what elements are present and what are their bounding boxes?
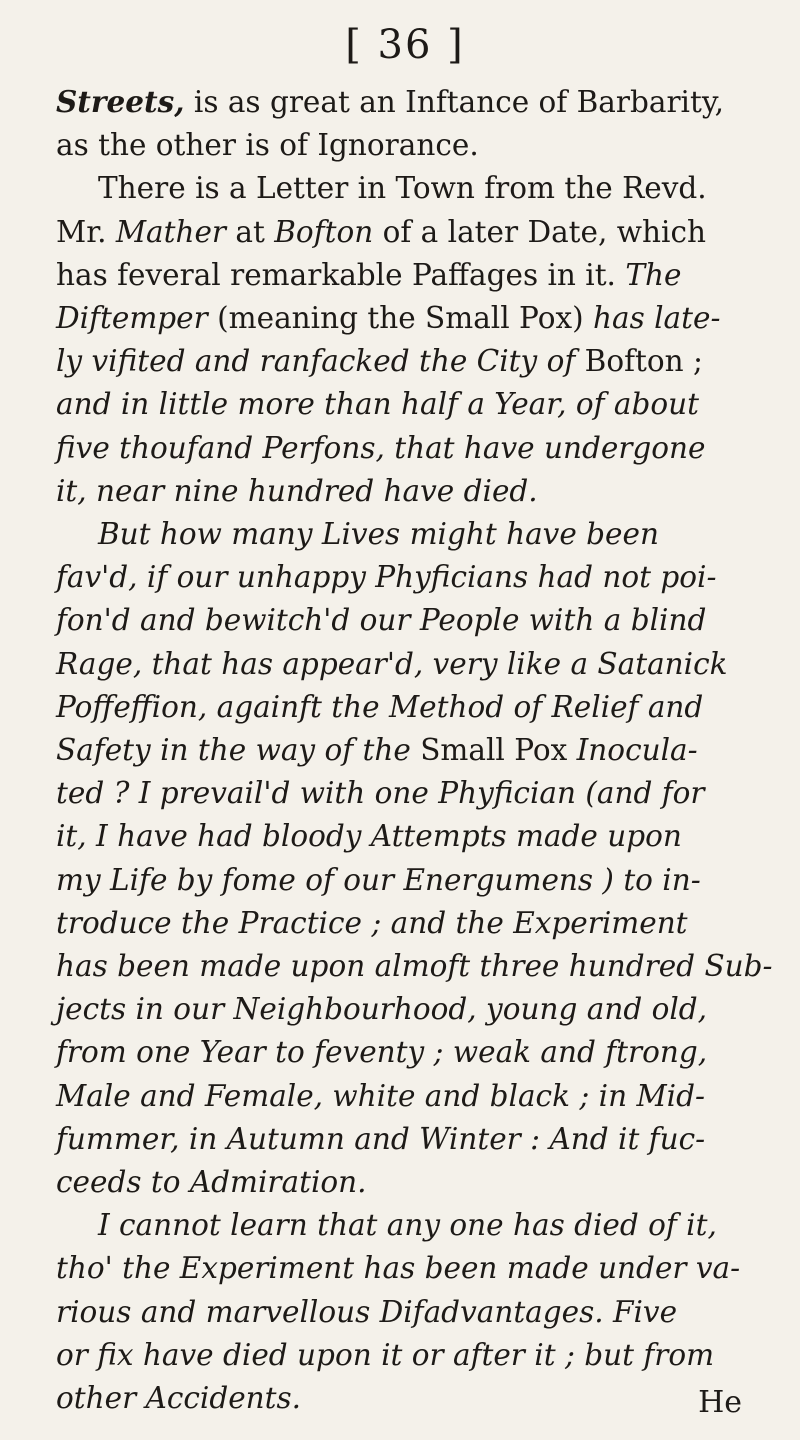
catchword: He bbox=[698, 1385, 742, 1420]
text-line bbox=[56, 859, 754, 902]
text-segment: tho' the Experiment has been made under va- bbox=[56, 1251, 741, 1286]
text-segment: (meaning the Small Pox) bbox=[207, 301, 593, 336]
text-segment: ted ? I prevail'd with one Phyfician (and for bbox=[56, 776, 705, 811]
text-line bbox=[56, 599, 754, 642]
text-segment: fav'd, if our unhappy Phyficians had not poi- bbox=[56, 560, 717, 595]
text-line bbox=[56, 772, 754, 815]
text-line bbox=[56, 513, 754, 556]
text-segment: it, I have had bloody Attempts made upon bbox=[56, 819, 682, 854]
text-segment: rious and marvellous Difadvantages. Five bbox=[56, 1294, 678, 1329]
text-line bbox=[56, 383, 754, 426]
text-line bbox=[56, 729, 754, 772]
text-segment: it, near nine hundred have died. bbox=[56, 473, 538, 508]
text-line bbox=[56, 1161, 754, 1204]
text-line bbox=[56, 1031, 754, 1074]
text-line bbox=[56, 1247, 754, 1290]
text-segment: But how many Lives might have been bbox=[98, 517, 659, 552]
text-segment: jects in our Neighbourhood, young and old, bbox=[56, 992, 708, 1027]
text-segment: Safety in the way of the bbox=[56, 733, 421, 768]
text-segment: from one Year to feventy ; weak and ftrong, bbox=[56, 1035, 708, 1070]
text-line bbox=[56, 427, 754, 470]
text-segment: Inocula- bbox=[576, 733, 698, 768]
text-segment: Small Pox bbox=[420, 733, 577, 768]
text-line bbox=[56, 1075, 754, 1118]
text-segment: Bofton ; bbox=[584, 344, 703, 379]
text-segment: or fix have died upon it or after it ; but from bbox=[56, 1337, 715, 1372]
text-line bbox=[56, 1291, 754, 1334]
text-segment: of a later Date, which bbox=[373, 214, 706, 249]
text-segment: has late- bbox=[593, 301, 721, 336]
text-line bbox=[56, 686, 754, 729]
text-segment: five thoufand Perfons, that have undergone bbox=[56, 430, 706, 465]
text-segment: The bbox=[625, 257, 682, 292]
text-segment: I cannot learn that any one has died of it, bbox=[98, 1208, 717, 1243]
text-segment: as the other is of Ignorance. bbox=[56, 128, 479, 163]
text-segment: Mather bbox=[115, 214, 227, 249]
text-line bbox=[56, 945, 773, 988]
text-line bbox=[56, 1118, 754, 1161]
text-line bbox=[56, 902, 754, 945]
text-line bbox=[56, 211, 754, 254]
text-segment: troduce the Practice ; and the Experiment bbox=[56, 905, 688, 940]
text-segment: Poffeffion, againft the Method of Relief and bbox=[56, 689, 704, 724]
text-segment: Mr. bbox=[56, 214, 116, 249]
text-segment: at bbox=[226, 214, 275, 249]
text-segment: ceeds to Admiration. bbox=[56, 1165, 367, 1200]
text-segment: is as great an Inftance of Barbarity, bbox=[184, 85, 724, 119]
text-segment: There is a Letter in Town from the Revd. bbox=[98, 171, 707, 206]
text-segment: ly vifited and ranfacked the City of bbox=[56, 344, 585, 379]
text-segment: has been made upon almoft three hundred Sub- bbox=[56, 949, 773, 984]
text-line bbox=[56, 167, 754, 210]
text-line bbox=[56, 988, 754, 1031]
body-text bbox=[56, 80, 773, 1420]
text-segment: Diftemper bbox=[56, 301, 208, 336]
text-segment: fummer, in Autumn and Winter : And it fuc- bbox=[56, 1121, 706, 1156]
text-segment: my Life by fome of our Energumens ) to in- bbox=[56, 862, 701, 897]
text-line bbox=[56, 815, 754, 858]
text-line bbox=[56, 254, 754, 297]
text-segment: other Accidents. bbox=[56, 1381, 302, 1416]
text-line bbox=[56, 340, 754, 383]
text-segment: has feveral remarkable Paffages in it. bbox=[56, 257, 626, 292]
text-line bbox=[56, 643, 754, 686]
text-segment: Rage, that has appear'd, very like a Satanick bbox=[56, 646, 728, 681]
text-line bbox=[56, 297, 754, 340]
text-segment: and in little more than half a Year, of about bbox=[56, 387, 699, 422]
text-segment: Male and Female, white and black ; in Mid- bbox=[56, 1078, 705, 1113]
text-line bbox=[56, 470, 754, 513]
text-segment: Streets, bbox=[56, 84, 185, 119]
text-line bbox=[56, 1334, 754, 1377]
text-segment: Bofton bbox=[274, 214, 374, 249]
text-line bbox=[56, 124, 754, 167]
page-number: [ 36 ] bbox=[345, 22, 465, 68]
text-line bbox=[56, 1204, 754, 1247]
text-line bbox=[56, 556, 754, 599]
text-line bbox=[56, 1377, 754, 1420]
text-segment: fon'd and bewitch'd our People with a blind bbox=[56, 603, 707, 638]
text-line bbox=[56, 80, 754, 124]
